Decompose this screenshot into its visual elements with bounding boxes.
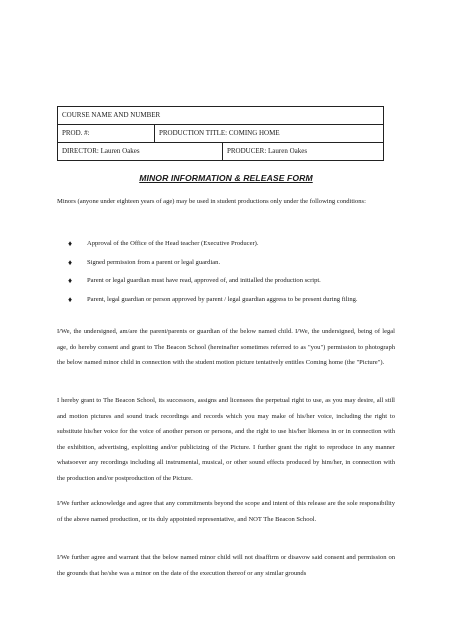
production-title-cell: PRODUCTION TITLE: COMING HOME xyxy=(154,125,383,142)
condition-text: Parent or legal guardian must have read, approved of, and initialled the production script. xyxy=(87,277,321,284)
director-cell: DIRECTOR: Lauren Oakes xyxy=(62,147,140,155)
condition-item xyxy=(57,236,395,252)
black-diamond-icon: ♦ xyxy=(68,239,73,248)
form-title: MINOR INFORMATION & RELEASE FORM xyxy=(139,173,313,183)
header-row-course xyxy=(58,107,383,124)
prod-number-cell: PROD. #: xyxy=(62,129,90,137)
warranty-paragraph: I/We further agree and warrant that the below named minor child will not disaffirm or disavow said consent and permission on the grounds that he/she was a minor on the date of the execution thereof or any similar grounds xyxy=(57,554,395,577)
rights-grant-paragraph: I hereby grant to The Beacon School, its successors, assigns and licensees the perpetual right to use, as you may desire, all still and motion pictures and sound track recordings and records which you may make of his/her voice, including the right to substitute his/her voice for the voice of another person or persons, and the right to use his/her likeness in or in connection with the exhibition, advertising, exploiting and/or publicizing of the Picture. I further grant the right to reproduce in any manner whatsoever any recordings including all instrumental, musical, or other sound effects produced by him/her, in connection with the production and/or postproduction of the Picture. xyxy=(57,397,395,482)
condition-item xyxy=(57,273,395,289)
production-header-table xyxy=(57,106,384,161)
conditions-list xyxy=(57,236,395,310)
condition-item xyxy=(57,292,395,308)
black-diamond-icon: ♦ xyxy=(68,294,73,304)
condition-text: Signed permission from a parent or legal guardian. xyxy=(87,258,221,266)
intro-paragraph: Minors (anyone under eighteen years of age) may be used in student productions only under the following conditions: xyxy=(57,198,366,205)
header-row-credits xyxy=(58,142,383,160)
acknowledgement-paragraph: I/We further acknowledge and agree that any commitments beyond the scope and intent of this release are the sole responsibility of the above named production, or its duly appointed representative, and NOT The Beacon School. xyxy=(57,500,395,523)
header-row-production xyxy=(58,124,383,142)
black-diamond-icon: ♦ xyxy=(68,276,73,285)
course-cell: COURSE NAME AND NUMBER xyxy=(62,111,161,119)
condition-item xyxy=(57,255,395,271)
black-diamond-icon: ♦ xyxy=(68,257,73,267)
condition-text: Parent, legal guardian or person approved by parent / legal guardian aggress to be present during filing. xyxy=(87,295,358,303)
producer-cell: PRODUCER: Lauren Oakes xyxy=(222,143,383,160)
condition-text: Approval of the Office of the Head teacher (Executive Producer). xyxy=(87,240,259,247)
consent-paragraph: I/We, the undersigned, am/are the parent/parents or guardian of the below named child. I/We, the undersigned, being of legal age, do hereby consent and grant to The Beacon School (hereinafter sometimes referred to as "you") permission to photograph the below named minor child in connection with the student motion picture tentatively entitles Coming home (the "Picture"). xyxy=(57,328,395,366)
